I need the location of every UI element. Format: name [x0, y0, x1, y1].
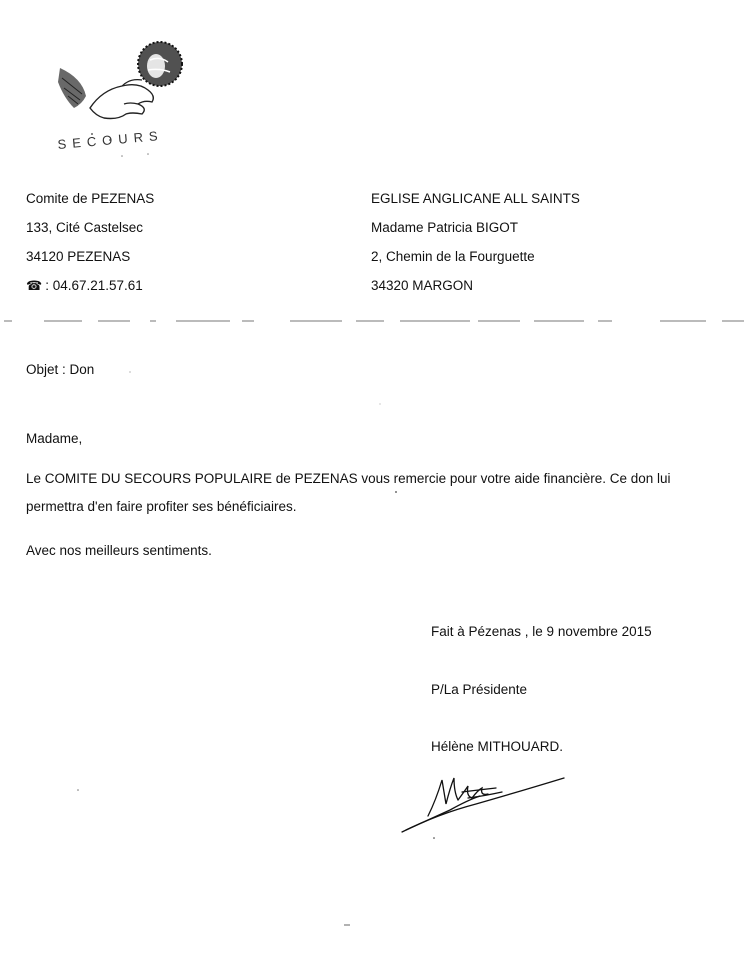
- sender-phone-line: [26, 271, 154, 300]
- secours-populaire-logo: [52, 38, 202, 160]
- recipient-org: EGLISE ANGLICANE ALL SAINTS: [371, 191, 580, 206]
- signatory-role: P/La Présidente: [431, 682, 528, 697]
- sender-address: 133, Cité Castelsec: [26, 220, 144, 235]
- body-paragraph-2: Avec nos meilleurs sentiments.: [26, 543, 212, 558]
- sender-org: Comite de PEZENAS: [26, 191, 155, 206]
- recipient-city: 34320 MARGON: [371, 278, 474, 293]
- salutation: Madame,: [26, 431, 83, 446]
- recipient-address: 2, Chemin de la Fourguette: [371, 249, 535, 264]
- handwritten-signature-icon: [398, 770, 568, 840]
- recipient-name: Madame Patricia BIGOT: [371, 220, 519, 235]
- signatory-name: Hélène MITHOUARD.: [431, 739, 564, 754]
- subject-line: Objet : Don: [26, 362, 95, 377]
- sender-block: [26, 184, 154, 300]
- recipient-block: [371, 184, 580, 300]
- place-and-date: Fait à Pézenas , le 9 novembre 2015: [431, 624, 652, 639]
- sender-phone: : 04.67.21.57.61: [45, 278, 143, 293]
- separator-line: [0, 318, 747, 324]
- logo-text: SECOURS: [56, 127, 165, 152]
- telephone-icon: ☎: [26, 278, 43, 293]
- body-paragraph-1: Le COMITE DU SECOURS POPULAIRE de PEZENAS vous remercie pour votre aide financière. Ce don lui permettra d'en faire profiter ses bénéficiaires.: [26, 471, 671, 514]
- sender-city: 34120 PEZENAS: [26, 249, 131, 264]
